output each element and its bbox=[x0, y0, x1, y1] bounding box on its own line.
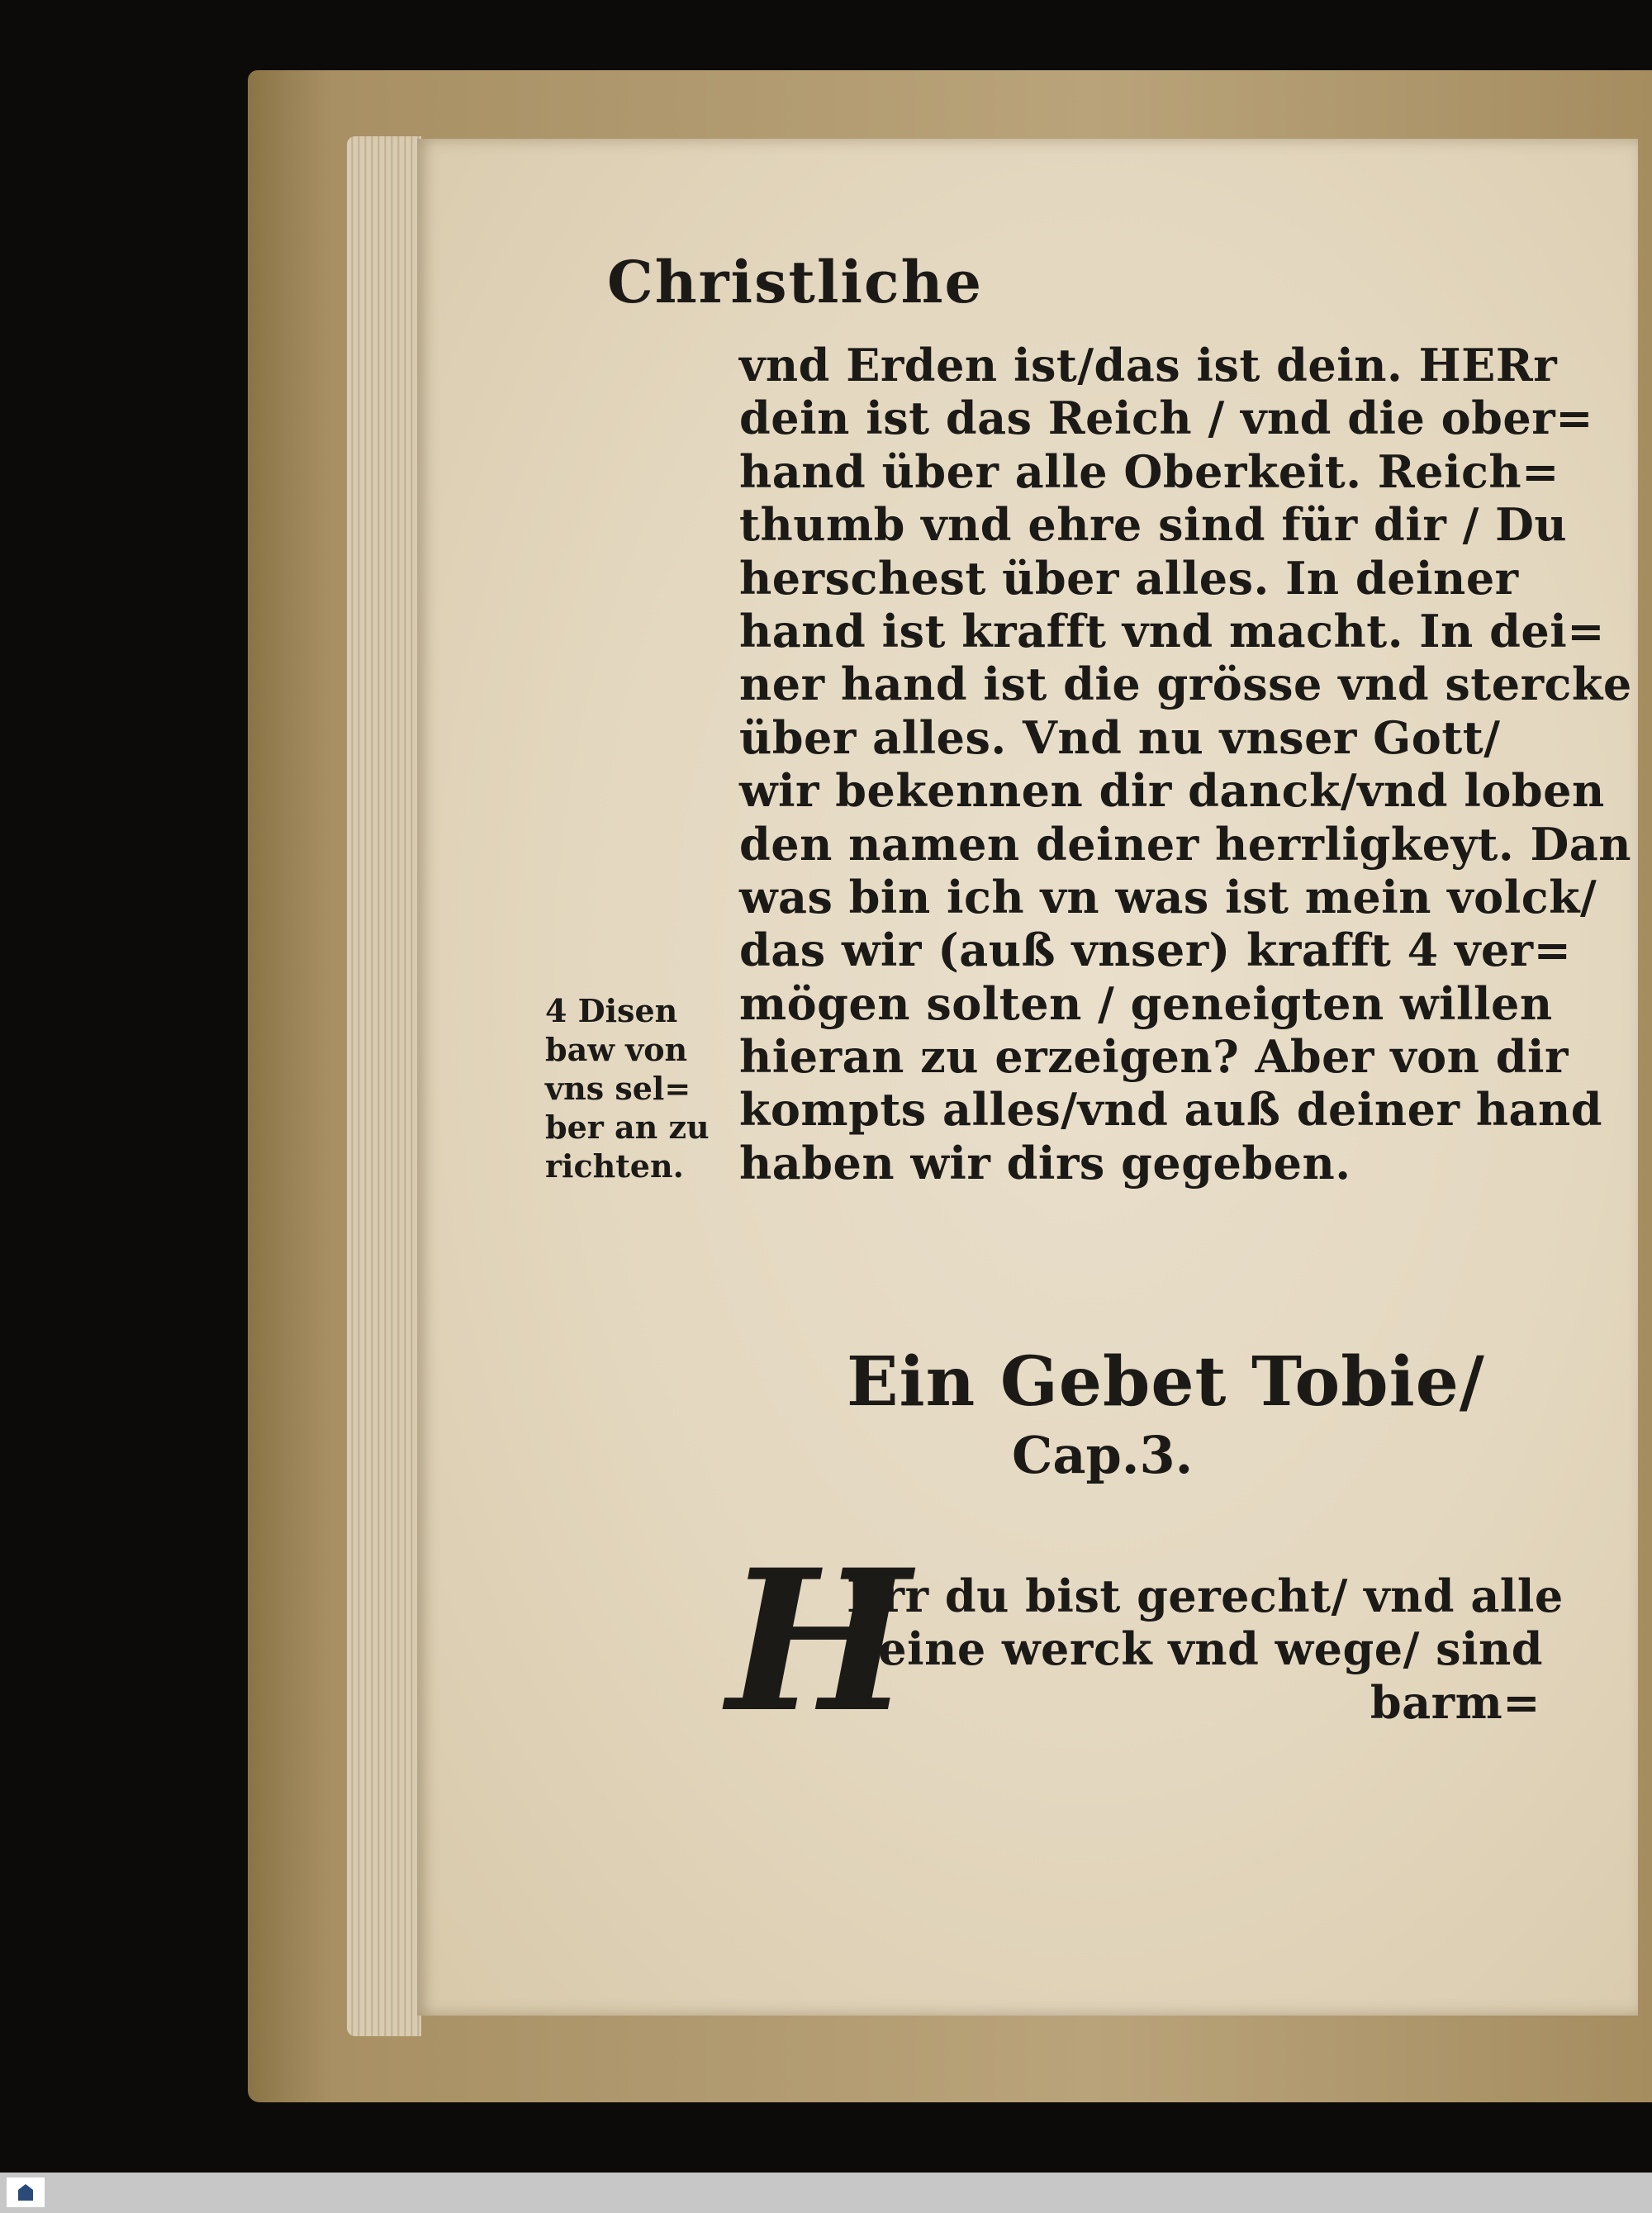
margin-note bbox=[545, 991, 731, 1185]
text-line: haben wir dirs gegeben. bbox=[739, 1136, 1351, 1190]
text-line: Err du bist gerecht/ vnd alle bbox=[847, 1570, 1564, 1622]
text-line: thumb vnd ehre sind für dir / Du bbox=[739, 498, 1568, 552]
text-line: deine werck vnd wege/ sind bbox=[847, 1622, 1544, 1676]
text-line: das wir (auß vnser) krafft 4 ver= bbox=[739, 924, 1572, 977]
text-line: mögen solten / geneigten willen bbox=[739, 976, 1553, 1030]
text-line: über alles. Vnd nu vnser Gott/ bbox=[739, 710, 1501, 764]
text-line: kompts alles/vnd auß deiner hand bbox=[739, 1083, 1603, 1137]
margin-note-line: ber an zu bbox=[545, 1109, 710, 1146]
library-logo-icon bbox=[7, 2177, 45, 2207]
text-line: dein ist das Reich / vnd die ober= bbox=[739, 392, 1593, 445]
text-line: hand ist krafft vnd macht. In dei= bbox=[739, 604, 1605, 658]
catchword: barm= bbox=[1370, 1675, 1540, 1729]
text-line: wir bekennen dir danck/vnd loben bbox=[739, 764, 1605, 818]
running-title: Christliche bbox=[607, 248, 984, 316]
text-line: hieran zu erzeigen? Aber von dir bbox=[739, 1030, 1569, 1084]
section-heading: Ein Gebet Tobie/ bbox=[847, 1342, 1485, 1422]
main-text-block bbox=[739, 339, 1632, 1190]
text-line: herschest über alles. In deiner bbox=[739, 551, 1519, 605]
decorated-initial: H bbox=[727, 1527, 911, 1755]
prayer-text-block bbox=[847, 1570, 1564, 1729]
margin-note-line: baw von bbox=[545, 1031, 688, 1068]
text-line: den namen deiner herrligkeyt. Dan bbox=[739, 817, 1632, 871]
text-line: was bin ich vn was ist mein volck/ bbox=[739, 870, 1597, 924]
text-line: hand über alle Oberkeit. Reich= bbox=[739, 444, 1559, 498]
margin-note-line: vns sel= bbox=[545, 1070, 691, 1107]
margin-note-line: richten. bbox=[545, 1147, 684, 1185]
viewer-bottom-bar bbox=[0, 2173, 1652, 2213]
chapter-label: Cap.3. bbox=[1012, 1425, 1194, 1485]
text-line: vnd Erden ist/das ist dein. HERr bbox=[739, 339, 1558, 392]
text-line: ner hand ist die grösse vnd stercke bbox=[739, 658, 1632, 711]
margin-note-line: 4 Disen bbox=[545, 992, 678, 1029]
